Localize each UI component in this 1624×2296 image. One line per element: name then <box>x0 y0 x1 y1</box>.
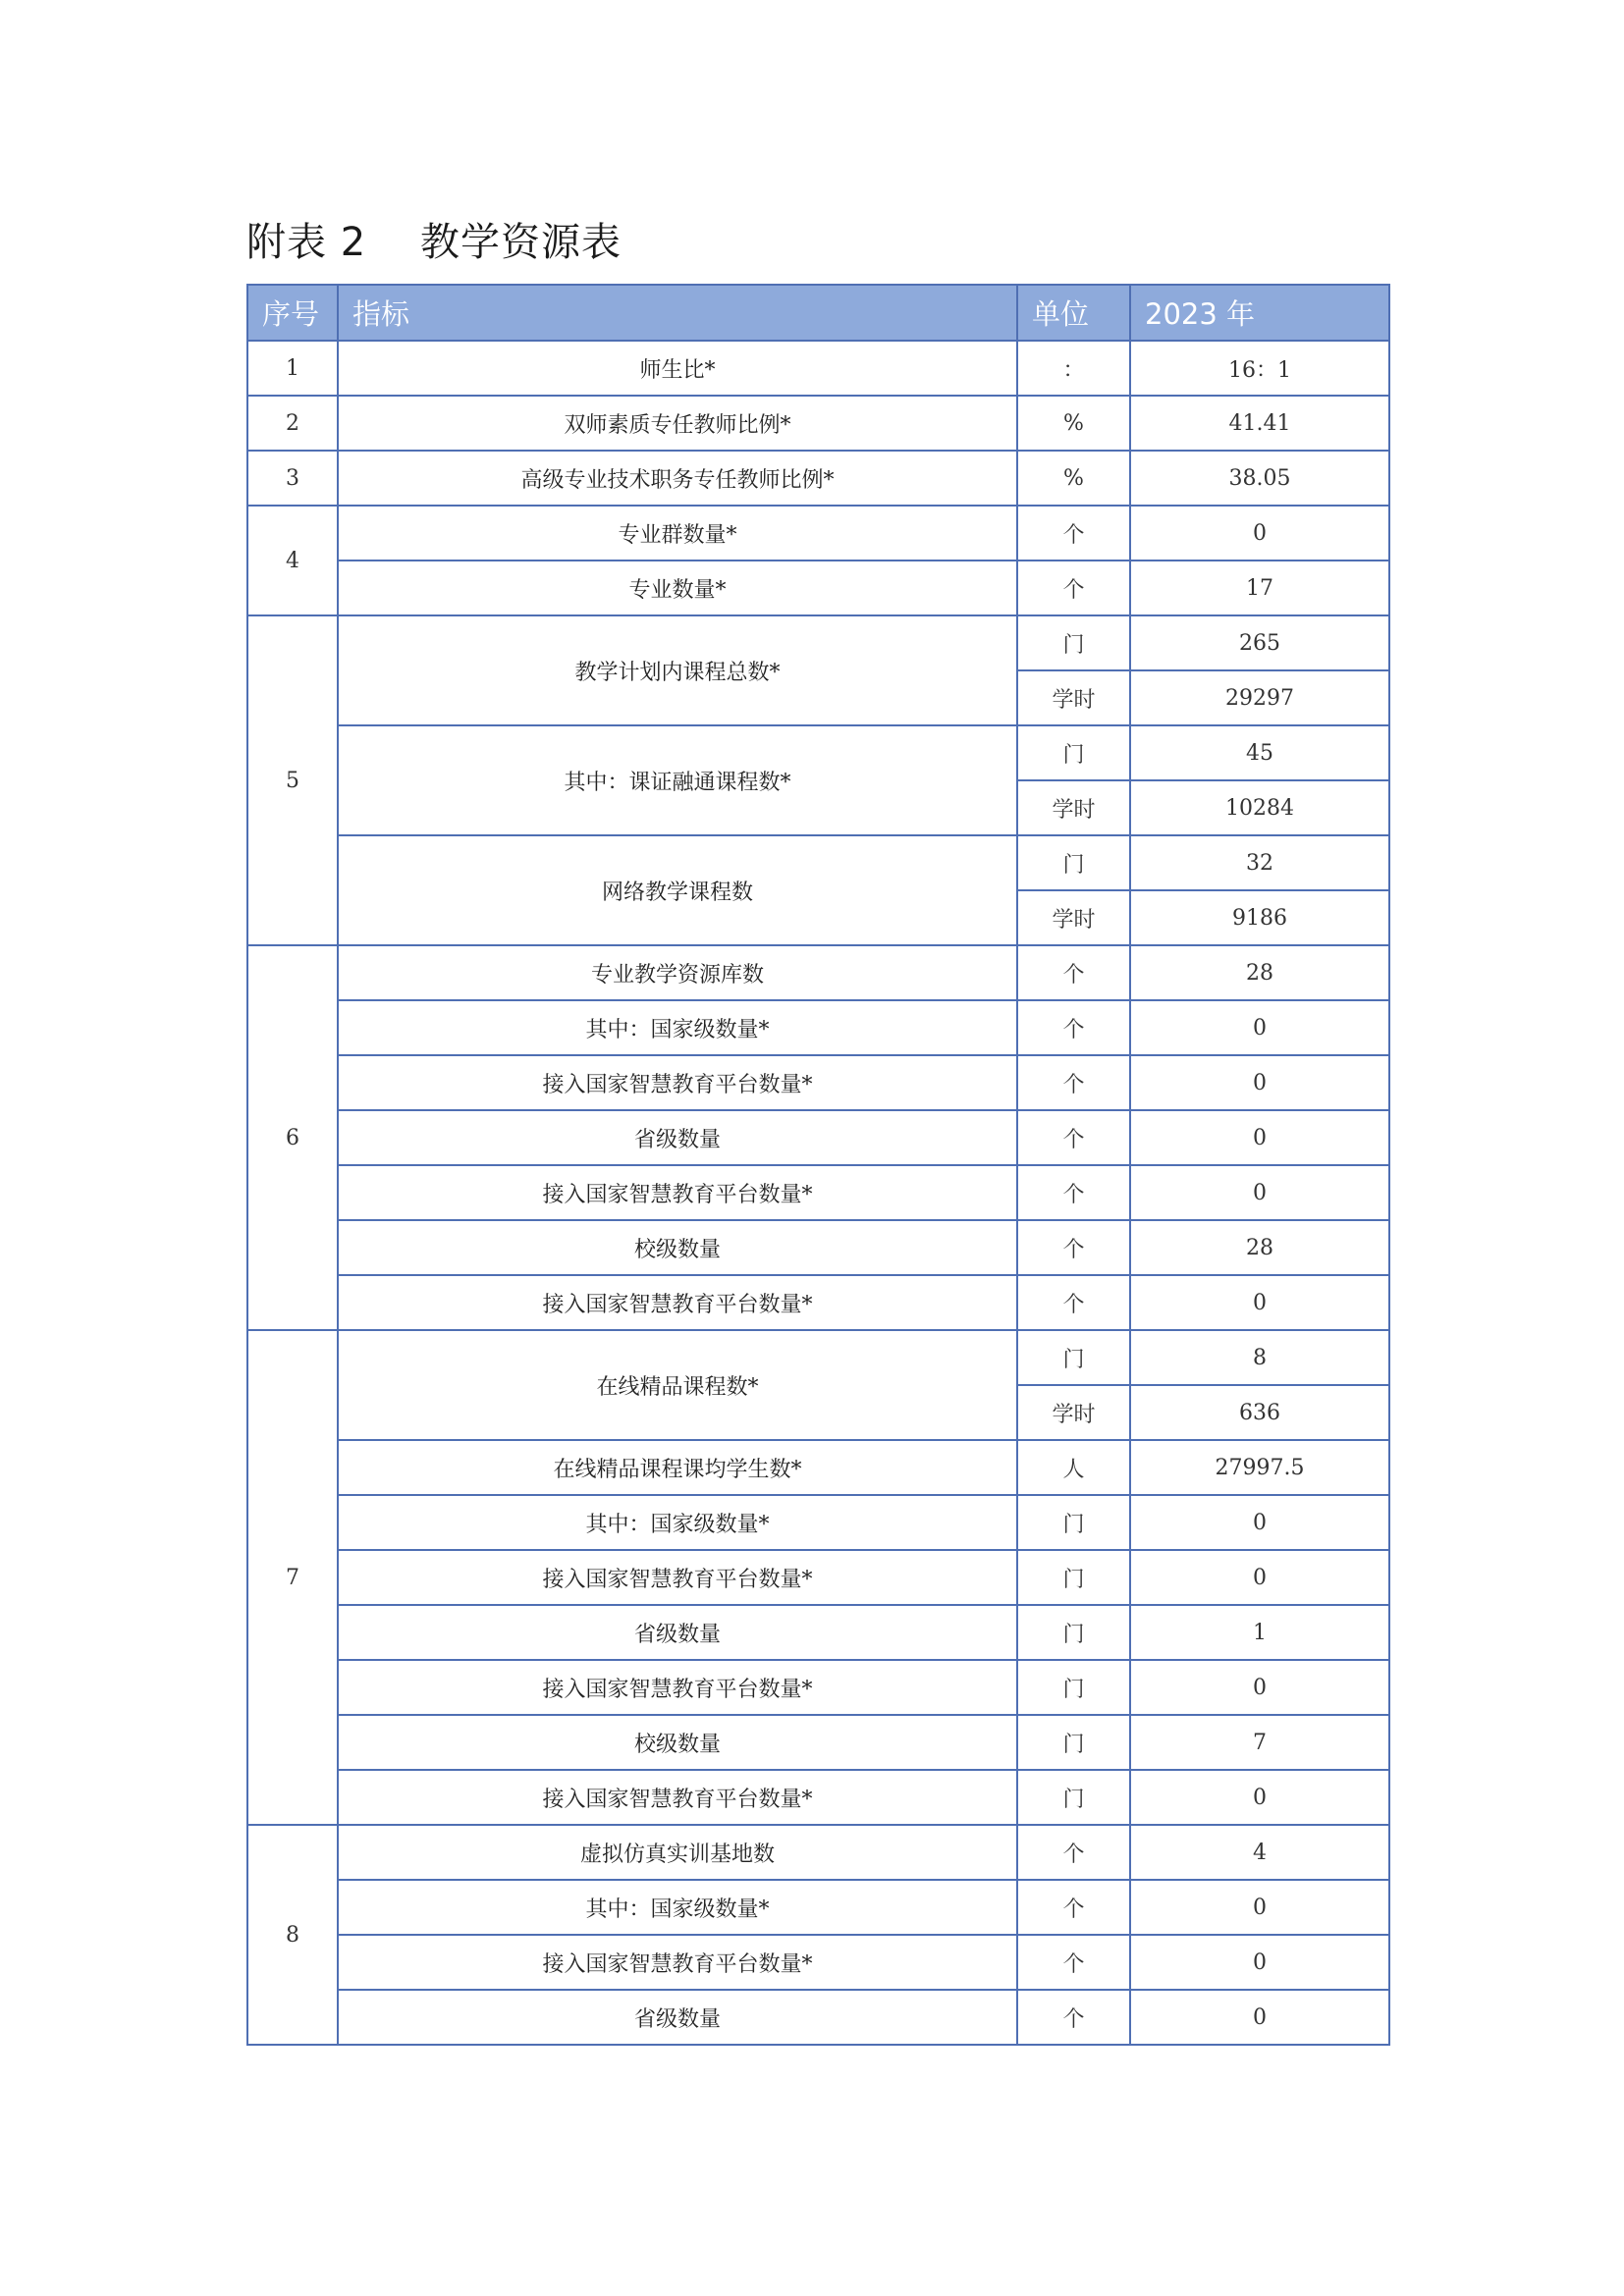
indicator-label: 专业教学资源库数 <box>338 945 1017 1000</box>
unit-cell: 个 <box>1017 1935 1130 1990</box>
value-cell: 28 <box>1130 1220 1389 1275</box>
value-cell: 38.05 <box>1130 451 1389 506</box>
table-row <box>247 1330 1389 1385</box>
indicator-label: 接入国家智慧教育平台数量* <box>338 1770 1017 1825</box>
indicator-label: 双师素质专任教师比例* <box>338 396 1017 451</box>
unit-cell: 学时 <box>1017 780 1130 835</box>
unit-cell: 门 <box>1017 725 1130 780</box>
unit-cell: 人 <box>1017 1440 1130 1495</box>
indicator-label: 虚拟仿真实训基地数 <box>338 1825 1017 1880</box>
table-row <box>247 1605 1389 1660</box>
table-row <box>247 945 1389 1000</box>
value-cell: 0 <box>1130 1275 1389 1330</box>
unit-cell: 个 <box>1017 506 1130 561</box>
indicator-label: 其中：课证融通课程数* <box>338 725 1017 835</box>
table-row <box>247 1550 1389 1605</box>
unit-cell: 门 <box>1017 1495 1130 1550</box>
page-title: 附表 2 教学资源表 <box>246 220 623 265</box>
table-row <box>247 1660 1389 1715</box>
header-year: 2023 年 <box>1130 285 1389 341</box>
unit-cell: 个 <box>1017 1055 1130 1110</box>
value-cell: 0 <box>1130 1495 1389 1550</box>
indicator-label: 其中：国家级数量* <box>338 1495 1017 1550</box>
unit-cell: 门 <box>1017 835 1130 890</box>
indicator-label: 专业群数量* <box>338 506 1017 561</box>
unit-cell: 个 <box>1017 1880 1130 1935</box>
table-row <box>247 341 1389 396</box>
indicator-label: 其中：国家级数量* <box>338 1000 1017 1055</box>
unit-cell: 个 <box>1017 1000 1130 1055</box>
value-cell: 9186 <box>1130 890 1389 945</box>
table-row <box>247 396 1389 451</box>
value-cell: 0 <box>1130 1990 1389 2045</box>
unit-cell: 学时 <box>1017 670 1130 725</box>
table-row <box>247 1110 1389 1165</box>
table-row <box>247 1165 1389 1220</box>
table-row <box>247 835 1389 890</box>
indicator-label: 校级数量 <box>338 1220 1017 1275</box>
unit-cell: 学时 <box>1017 890 1130 945</box>
row-index: 1 <box>247 341 338 396</box>
table-body <box>247 341 1389 2045</box>
table-row <box>247 1220 1389 1275</box>
value-cell: 0 <box>1130 1660 1389 1715</box>
indicator-label: 网络教学课程数 <box>338 835 1017 945</box>
value-cell: 28 <box>1130 945 1389 1000</box>
unit-cell: 个 <box>1017 561 1130 615</box>
value-cell: 7 <box>1130 1715 1389 1770</box>
unit-cell: 门 <box>1017 615 1130 670</box>
value-cell: 16：1 <box>1130 341 1389 396</box>
unit-cell: % <box>1017 396 1130 451</box>
table-row <box>247 1935 1389 1990</box>
value-cell: 17 <box>1130 561 1389 615</box>
unit-cell: 学时 <box>1017 1385 1130 1440</box>
indicator-label: 接入国家智慧教育平台数量* <box>338 1275 1017 1330</box>
table-row <box>247 561 1389 615</box>
header-indicator: 指标 <box>338 285 1017 341</box>
table-row <box>247 1990 1389 2045</box>
value-cell: 636 <box>1130 1385 1389 1440</box>
value-cell: 0 <box>1130 1055 1389 1110</box>
row-index: 8 <box>247 1825 338 2045</box>
indicator-label: 在线精品课程数* <box>338 1330 1017 1440</box>
unit-cell: 个 <box>1017 1165 1130 1220</box>
value-cell: 265 <box>1130 615 1389 670</box>
teaching-resource-table <box>246 284 1390 2046</box>
unit-cell: 个 <box>1017 945 1130 1000</box>
table-row <box>247 1000 1389 1055</box>
table-row <box>247 1275 1389 1330</box>
indicator-label: 省级数量 <box>338 1605 1017 1660</box>
indicator-label: 接入国家智慧教育平台数量* <box>338 1550 1017 1605</box>
unit-cell: 个 <box>1017 1990 1130 2045</box>
row-index: 7 <box>247 1330 338 1825</box>
table-row <box>247 1770 1389 1825</box>
value-cell: 41.41 <box>1130 396 1389 451</box>
value-cell: 10284 <box>1130 780 1389 835</box>
indicator-label: 其中：国家级数量* <box>338 1880 1017 1935</box>
row-index: 3 <box>247 451 338 506</box>
table-row <box>247 725 1389 780</box>
indicator-label: 教学计划内课程总数* <box>338 615 1017 725</box>
indicator-label: 接入国家智慧教育平台数量* <box>338 1165 1017 1220</box>
unit-cell: 门 <box>1017 1715 1130 1770</box>
indicator-label: 专业数量* <box>338 561 1017 615</box>
indicator-label: 接入国家智慧教育平台数量* <box>338 1660 1017 1715</box>
value-cell: 1 <box>1130 1605 1389 1660</box>
indicator-label: 师生比* <box>338 341 1017 396</box>
table-row <box>247 506 1389 561</box>
value-cell: 0 <box>1130 1000 1389 1055</box>
row-index: 4 <box>247 506 338 615</box>
value-cell: 4 <box>1130 1825 1389 1880</box>
indicator-label: 接入国家智慧教育平台数量* <box>338 1935 1017 1990</box>
unit-cell: 门 <box>1017 1550 1130 1605</box>
unit-cell: 门 <box>1017 1330 1130 1385</box>
table-header-row <box>247 285 1389 341</box>
unit-cell: ： <box>1017 341 1130 396</box>
indicator-label: 接入国家智慧教育平台数量* <box>338 1055 1017 1110</box>
row-index: 6 <box>247 945 338 1330</box>
unit-cell: 个 <box>1017 1825 1130 1880</box>
unit-cell: 个 <box>1017 1220 1130 1275</box>
unit-cell: 门 <box>1017 1660 1130 1715</box>
unit-cell: 个 <box>1017 1110 1130 1165</box>
value-cell: 0 <box>1130 1880 1389 1935</box>
value-cell: 0 <box>1130 1110 1389 1165</box>
unit-cell: 个 <box>1017 1275 1130 1330</box>
row-index: 5 <box>247 615 338 945</box>
unit-cell: % <box>1017 451 1130 506</box>
row-index: 2 <box>247 396 338 451</box>
header-unit: 单位 <box>1017 285 1130 341</box>
table-row <box>247 1715 1389 1770</box>
table-row <box>247 1440 1389 1495</box>
indicator-label: 在线精品课程课均学生数* <box>338 1440 1017 1495</box>
value-cell: 29297 <box>1130 670 1389 725</box>
indicator-label: 省级数量 <box>338 1110 1017 1165</box>
value-cell: 0 <box>1130 1550 1389 1605</box>
unit-cell: 门 <box>1017 1770 1130 1825</box>
table-row <box>247 1880 1389 1935</box>
value-cell: 0 <box>1130 1935 1389 1990</box>
indicator-label: 高级专业技术职务专任教师比例* <box>338 451 1017 506</box>
table-row <box>247 1825 1389 1880</box>
value-cell: 8 <box>1130 1330 1389 1385</box>
value-cell: 0 <box>1130 1165 1389 1220</box>
indicator-label: 省级数量 <box>338 1990 1017 2045</box>
indicator-label: 校级数量 <box>338 1715 1017 1770</box>
value-cell: 27997.5 <box>1130 1440 1389 1495</box>
unit-cell: 门 <box>1017 1605 1130 1660</box>
table-row <box>247 615 1389 670</box>
header-no: 序号 <box>247 285 338 341</box>
value-cell: 45 <box>1130 725 1389 780</box>
value-cell: 0 <box>1130 1770 1389 1825</box>
value-cell: 32 <box>1130 835 1389 890</box>
table-row <box>247 1495 1389 1550</box>
table-row <box>247 1055 1389 1110</box>
table-row <box>247 451 1389 506</box>
value-cell: 0 <box>1130 506 1389 561</box>
